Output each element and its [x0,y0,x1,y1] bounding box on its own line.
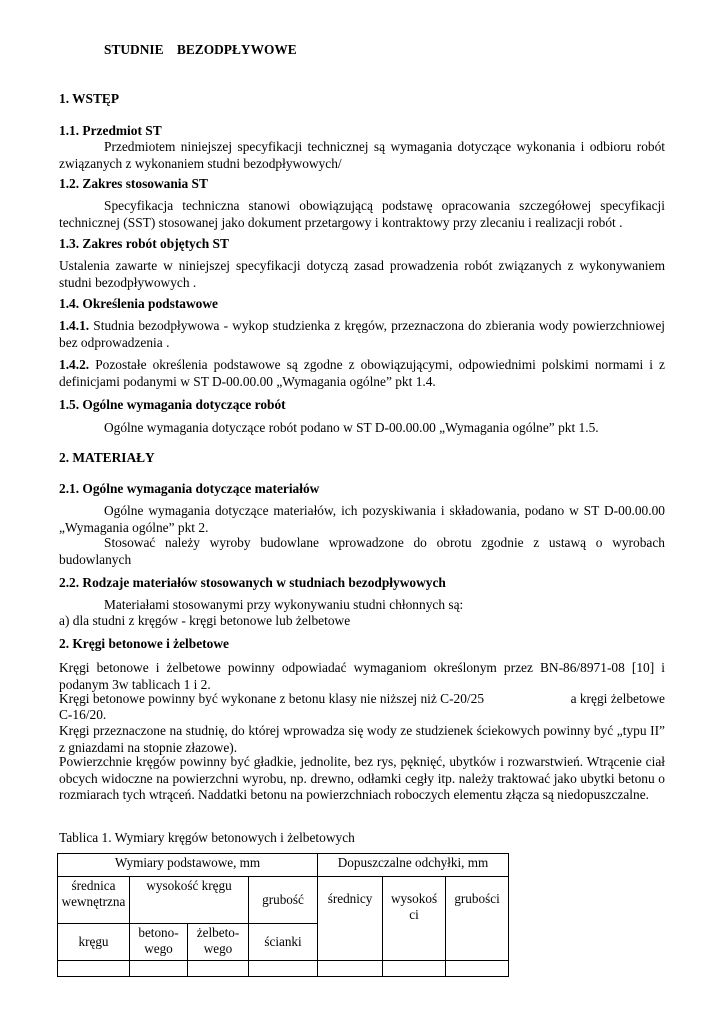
section-1-1-text: Przedmiotem niniejszej specyfikacji technicznej są wymagania dotyczące wykonania i odbioru robót związanych z wykonaniem studni bezodpływowych/ [59,139,665,171]
col-dev-thickness: grubości [446,877,509,961]
section-2-2-heading: 2.2. Rodzaje materiałów stosowanych w studniach bezodpływowych [59,575,446,590]
col-inner-diameter-ring: kręgu [58,924,130,961]
section-rings-text-3: Kręgi przeznaczone na studnię, do której wprowadza się wody ze studzienek ściekowych powinny być „typu II” z gniazdami na stopnie złazowe). [59,723,665,755]
col-height-concrete: betono-wego [130,924,188,961]
table-cell [446,961,509,977]
section-1-1-heading: 1.1. Przedmiot ST [59,123,162,138]
section-2-heading: 2. MATERIAŁY [59,450,155,465]
section-1-3-text: Ustalenia zawarte w niniejszej specyfikacji dotyczą zasad prowadzenia robót związanych z wykonywaniem studni bezodpływowych . [59,258,665,290]
section-rings-text-1: Kręgi betonowe i żelbetowe powinny odpowiadać wymaganiom określonym przez BN-86/8971-08 [10] i podanym 3w tablicach 1 i 2. [59,660,665,692]
section-1-4-2-number: 1.4.2. [59,357,90,372]
table-caption: Tablica 1. Wymiary kręgów betonowych i żelbetowych [59,830,355,845]
rings-concrete-class: Kręgi betonowe powinny być wykonane z betonu klasy nie niższej niż C-20/25 [59,691,485,706]
section-2-2-list-item: a) dla studni z kręgów - kręgi betonowe lub żelbetowe [59,613,351,628]
table-cell [188,961,249,977]
section-1-4-2-text [59,357,665,390]
section-2-2-text-1: Materiałami stosowanymi przy wykonywaniu studni chłonnych są: [104,597,464,612]
section-1-4-heading: 1.4. Określenia podstawowe [59,296,218,311]
section-1-2-text: Specyfikacja techniczna stanowi obowiązującą podstawę opracowania szczegółowej specyfikacji technicznej (SST) stosowanej jako dokument przetargowy i kontraktowy przy zlecaniu i realizacji robót . [59,198,665,230]
section-1-5-text: Ogólne wymagania dotyczące robót podano w ST D-00.00.00 „Wymagania ogólne” pkt 1.5. [104,420,599,435]
table-group-tolerances: Dopuszczalne odchyłki, mm [318,854,509,877]
document-title: STUDNIE BEZODPŁYWOWE [104,42,297,57]
table-cell [318,961,383,977]
section-1-2-heading: 1.2. Zakres stosowania ST [59,176,208,191]
section-rings-text-4: Powierzchnie kręgów powinny być gładkie, jednolite, bez rys, pęknięć, ubytków i rozwarstwień. Wtrącenie ciał obcych widoczne na powierzchni wyrobu, np. drewno, odłamki cegły itp. należy traktować jako ubytki betonu o rozmiarach tych wtrąceń. Naddatki betonu na powierzchniach roboczych elementu złącza są niedopuszczalne. [59,754,665,802]
section-2-1-heading: 2.1. Ogólne wymagania dotyczące materiałów [59,481,320,496]
rings-reinforced-label: a kręgi żelbetowe [570,691,665,706]
col-dev-diameter: średnicy [318,877,383,961]
col-ring-height: wysokość kręgu [130,877,249,924]
dimensions-table [57,853,509,977]
table-cell [249,961,318,977]
col-height-reinforced: żelbeto-wego [188,924,249,961]
section-1-4-1-text [59,318,665,351]
section-1-3-heading: 1.3. Zakres robót objętych ST [59,236,229,251]
table-cell [130,961,188,977]
col-dev-height: wysokoś ci [383,877,446,961]
section-2-1-text-2: Stosować należy wyroby budowlane wprowadzone do obrotu zgodnie z ustawą o wyrobach budowlanych [59,535,665,567]
col-thickness: grubość [249,877,318,924]
table-cell [58,961,130,977]
section-1-5-heading: 1.5. Ogólne wymagania dotyczące robót [59,397,286,412]
col-inner-diameter: średnica wewnętrzna [58,877,130,924]
table-cell [383,961,446,977]
section-rings-heading: 2. Kręgi betonowe i żelbetowe [59,636,229,651]
section-1-4-1-number: 1.4.1. [59,318,90,333]
section-1-4-1-body: Studnia bezodpływowa - wykop studzienka z kręgów, przeznaczona do zbierania wody powierzchniowej bez odprowadzenia . [59,318,665,350]
table-group-basic-dimensions: Wymiary podstawowe, mm [58,854,318,877]
section-1-heading: 1. WSTĘP [59,91,120,106]
section-1-4-2-body: Pozostałe określenia podstawowe są zgodne z obowiązującymi, odpowiednimi polskimi normami i z definicjami podanymi w ST D-00.00.00 „Wymagania ogólne” pkt 1.4. [59,357,665,389]
section-2-1-text-1: Ogólne wymagania dotyczące materiałów, ich pozyskiwania i składowania, podano w ST D-00.00.00 „Wymagania ogólne” pkt 2. [59,503,665,535]
section-rings-text-2b: C-16/20. [59,707,107,722]
section-rings-text-2 [59,691,665,708]
col-wall-thickness: ścianki [249,924,318,961]
